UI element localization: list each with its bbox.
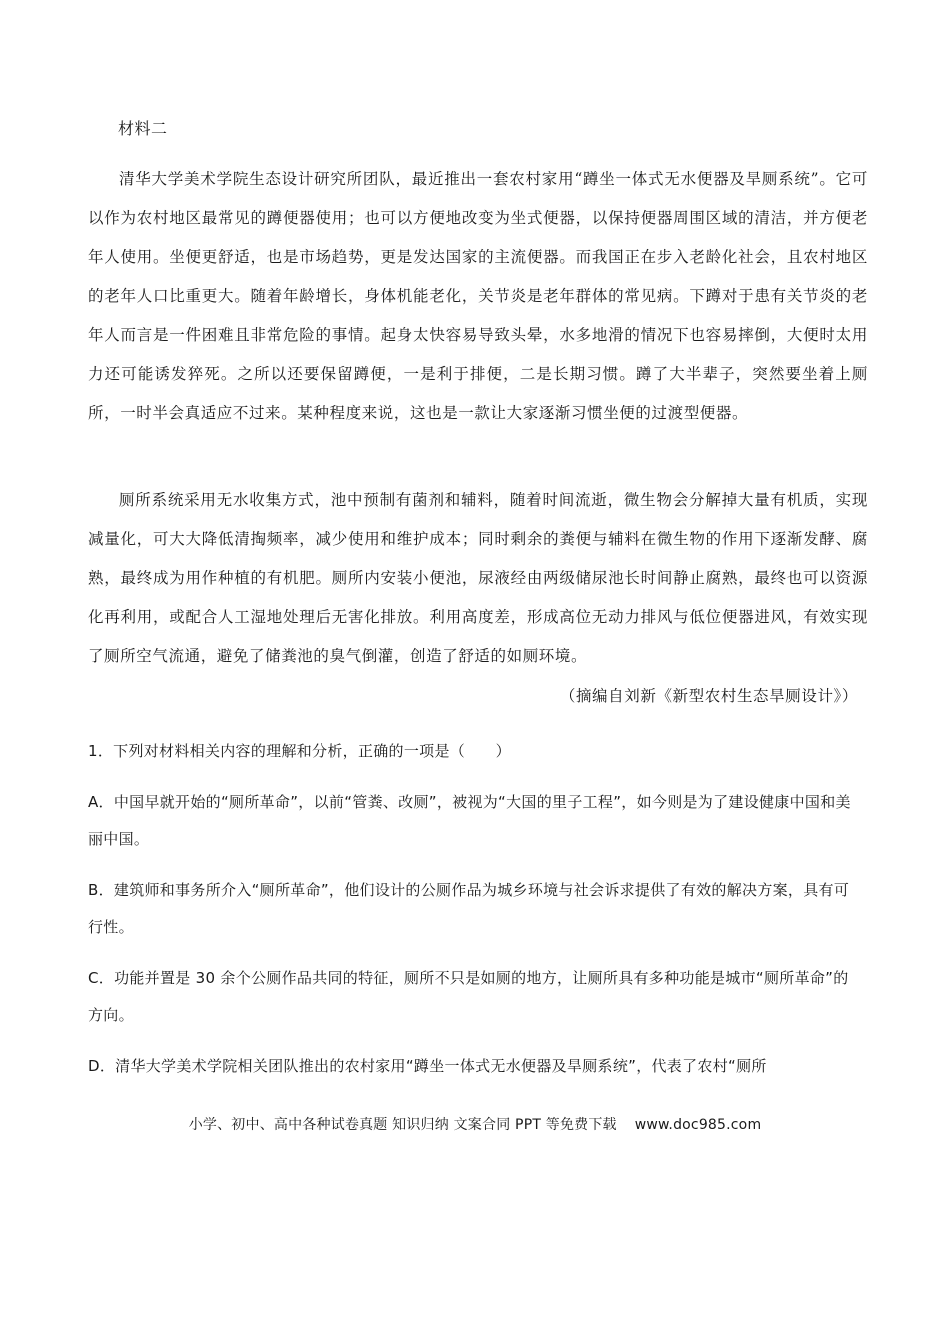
option-a: A．中国早就开始的“厕所革命”，以前“管粪、改厕”，被视为“大国的里子工程”，如今则是为了建设健康中国和美丽中国。 — [88, 793, 851, 848]
question-stem: 1．下列对材料相关内容的理解和分析，正确的一项是（ ） — [88, 742, 511, 760]
paragraph-2: 厕所系统采用无水收集方式，池中预制有菌剂和辅料，随着时间流逝，微生物会分解掉大量有机质，实现减量化，可大大降低清掏频率，减少使用和维护成本；同时剩余的粪便与辅料在微生物的作用下逐渐发酵、腐熟，最终成为用作种植的有机肥。厕所内安装小便池，尿液经由两级储尿池长时间静止腐熟，最终也可以资源化再利用，或配合人工湿地处理后无害化排放。利用高度差，形成高位无动力排风与低位便器进风，有效实现了厕所空气流通，避免了储粪池的臭气倒灌，创造了舒适的如厕环境。 — [88, 491, 868, 665]
paragraph-1: 清华大学美术学院生态设计研究所团队，最近推出一套农村家用“蹲坐一体式无水便器及旱厕系统”。它可以作为农村地区最常见的蹲便器使用；也可以方便地改变为坐式便器，以保持便器周围区域的清洁，并方便老年人使用。坐便更舒适，也是市场趋势，更是发达国家的主流便器。而我国正在步入老龄化社会，且农村地区的老年人口比重更大。随着年龄增长，身体机能老化，关节炎是老年群体的常见病。下蹲对于患有关节炎的老年人而言是一件困难且非常危险的事情。起身太快容易导致头晕，水多地滑的情况下也容易摔倒，大便时太用力还可能诱发猝死。之所以还要保留蹲便，一是利于排便，二是长期习惯。蹲了大半辈子，突然要坐着上厕所，一时半会真适应不过来。某种程度来说，这也是一款让大家逐渐习惯坐便的过渡型便器。 — [88, 170, 868, 422]
page-footer — [0, 1114, 950, 1134]
footer-text: 小学、初中、高中各种试卷真题 知识归纳 文案合同 PPT 等免费下载 — [188, 1117, 617, 1133]
option-c: C．功能并置是 30 余个公厕作品共同的特征，厕所不只是如厕的地方，让厕所具有多种功能是城市“厕所革命”的方向。 — [88, 969, 849, 1024]
option-d: D．清华大学美术学院相关团队推出的农村家用“蹲坐一体式无水便器及旱厕系统”，代表了农村“厕所 — [88, 1057, 767, 1075]
footer-url[interactable]: www.doc985.com — [634, 1117, 762, 1133]
source-citation: （摘编自刘新《新型农村生态旱厕设计》） — [559, 687, 858, 705]
option-b: B．建筑师和事务所介入“厕所革命”，他们设计的公厕作品为城乡环境与社会诉求提供了有效的解决方案，具有可行性。 — [88, 881, 850, 936]
section-heading: 材料二 — [118, 119, 168, 138]
